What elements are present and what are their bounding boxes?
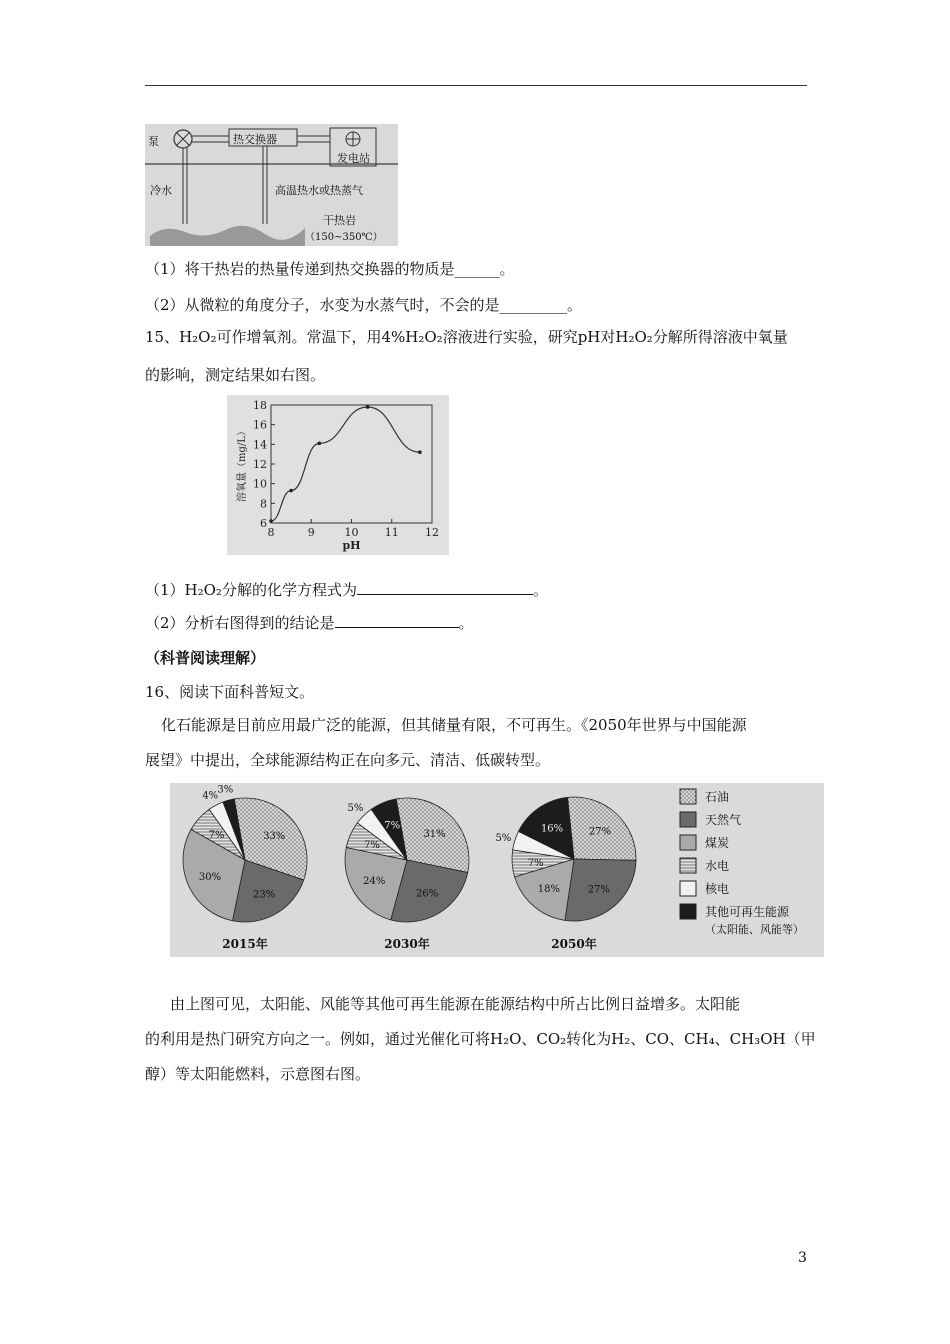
slice-label: 30% — [198, 871, 222, 883]
q14-part2: （2）从微粒的角度分子，水变为水蒸气时，不会的是_________。 — [145, 296, 583, 314]
series-line — [271, 407, 420, 521]
data-point — [366, 405, 370, 409]
q16-para1-a: 化石能源是目前应用最广泛的能源，但其储量有限，不可再生。《2050年世界与中国能源 — [161, 716, 747, 734]
slice-label: 31% — [423, 829, 446, 841]
pie-2050年 — [495, 797, 636, 951]
plant-label: 发电站 — [337, 152, 370, 165]
legend-swatch — [680, 904, 696, 919]
legend-swatch — [680, 835, 696, 850]
q15-part1: （1）H₂O₂分解的化学方程式为 。 — [145, 581, 548, 599]
pie-year-label: 2015年 — [222, 937, 268, 951]
slice-label: 18% — [537, 884, 560, 896]
q16-para2-b: 的利用是热门研究方向之一。例如，通过光催化可将H₂O、CO₂转化为H₂、CO、CH₄、CH₃OH（甲 — [145, 1030, 816, 1048]
data-point — [318, 442, 322, 446]
rock-temp-label: （150~350℃） — [305, 232, 383, 243]
x-tick-label: 11 — [384, 526, 399, 539]
slice-label: 7% — [208, 830, 225, 842]
legend-label: 核电 — [705, 882, 730, 896]
slice-label: 5% — [347, 802, 364, 814]
y-axis-label: 溶氧量（mg/L） — [237, 426, 248, 502]
slice-label: 7% — [364, 840, 380, 852]
pie-2030年 — [345, 798, 469, 951]
legend-label: 水电 — [705, 859, 730, 873]
slice-label: 24% — [363, 876, 386, 888]
pie-year-label: 2050年 — [551, 937, 597, 951]
legend-label: 煤炭 — [705, 836, 730, 850]
q15-part2: （2）分析右图得到的结论是 。 — [145, 614, 474, 632]
energy-pie-svg — [170, 783, 824, 957]
slice-label: 26% — [416, 888, 439, 900]
legend-label: 其他可再生能源 — [705, 905, 790, 919]
legend-label: 天然气 — [705, 813, 742, 827]
y-tick-label: 10 — [253, 477, 267, 491]
slice-label: 5% — [495, 832, 512, 844]
legend-swatch — [680, 858, 696, 873]
pie-year-label: 2030年 — [384, 937, 430, 951]
slice-label: 23% — [252, 889, 276, 901]
header-rule — [145, 85, 807, 86]
hot-water-label: 高温热水或热蒸气 — [275, 184, 363, 197]
y-tick-label: 8 — [260, 497, 267, 511]
slice-label: 27% — [588, 826, 612, 838]
y-tick-label: 12 — [253, 458, 267, 471]
q14-part1: （1）将干热岩的热量传递到热交换器的物质是______。 — [145, 260, 515, 278]
legend-label: 石油 — [705, 790, 730, 804]
x-axis-label: pH — [342, 539, 361, 552]
x-tick-label: 10 — [344, 526, 359, 539]
y-tick-label: 18 — [253, 399, 267, 412]
x-tick-label: 9 — [307, 526, 315, 539]
slice-label: 4% — [202, 790, 219, 802]
data-point — [418, 450, 422, 454]
exchanger-label: 热交换器 — [233, 133, 277, 146]
y-tick-label: 14 — [253, 438, 267, 452]
q16-para1-b: 展望》中提出，全球能源结构正在向多元、清洁、低碳转型。 — [145, 751, 551, 769]
data-point — [269, 519, 273, 523]
q16-title: 16、阅读下面科普短文。 — [145, 683, 315, 701]
q15-line1: 15、H₂O₂可作增氧剂。常温下，用4%H₂O₂溶液进行实验，研究pH对H₂O₂分解所得溶液中氧量 — [145, 328, 788, 346]
legend-swatch — [680, 789, 696, 804]
plot-frame — [271, 405, 432, 523]
geothermal-figure — [145, 124, 398, 246]
pump-label: 泵 — [148, 135, 159, 148]
y-tick-label: 6 — [260, 517, 267, 530]
data-point — [289, 489, 293, 493]
cold-water-label: 冷水 — [150, 184, 172, 197]
rock-label: 干热岩 — [323, 214, 356, 227]
x-tick-label: 8 — [267, 526, 275, 539]
pie-2015年 — [183, 785, 307, 951]
slice-label: 33% — [263, 830, 286, 842]
slice-label: 7% — [527, 857, 544, 869]
page-number: 3 — [798, 1250, 807, 1266]
slice-label: 3% — [217, 784, 234, 796]
ph-oxygen-chart — [227, 395, 449, 555]
legend-swatch — [680, 881, 696, 896]
y-tick-label: 16 — [253, 418, 267, 432]
legend-note: （太阳能、风能等） — [705, 923, 804, 936]
energy-pie-figure — [170, 783, 824, 957]
slice-label: 16% — [540, 823, 564, 835]
q15-line2: 的影响，测定结果如右图。 — [145, 366, 326, 384]
ph-chart-svg — [227, 395, 449, 555]
q16-para2-a: 由上图可见，太阳能、风能等其他可再生能源在能源结构中所占比例日益增多。太阳能 — [170, 995, 741, 1013]
section-heading: （科普阅读理解） — [145, 649, 266, 667]
slice-label: 27% — [587, 884, 610, 896]
x-tick-label: 12 — [425, 526, 439, 539]
slice-label: 7% — [384, 820, 401, 832]
legend-swatch — [680, 812, 696, 827]
q16-para2-c: 醇）等太阳能燃料，示意图右图。 — [145, 1065, 371, 1083]
